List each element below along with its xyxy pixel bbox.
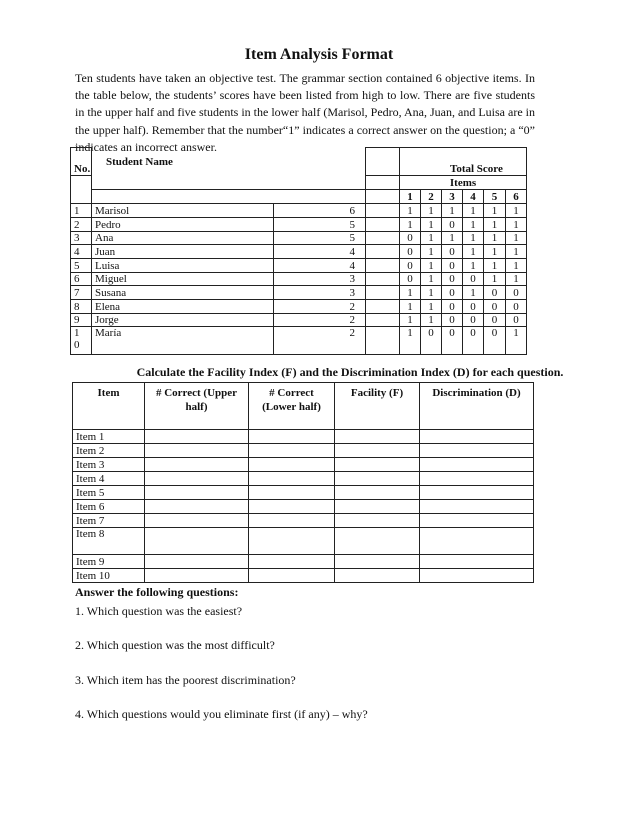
answer-cell[interactable]: [145, 569, 249, 583]
table-row: [71, 327, 527, 355]
item-score: 0: [442, 286, 463, 300]
table-row: [73, 458, 534, 472]
item-score: 0: [442, 300, 463, 314]
item-score: 1: [421, 273, 442, 286]
header-no: No.: [71, 148, 92, 176]
item-score: 1: [421, 286, 442, 300]
answer-cell[interactable]: [249, 569, 335, 583]
answer-cell[interactable]: [145, 472, 249, 486]
item-score: 0: [400, 245, 421, 259]
answer-cell[interactable]: [249, 444, 335, 458]
table-row: [71, 204, 527, 218]
answer-cell[interactable]: [145, 500, 249, 514]
answer-cell[interactable]: [145, 514, 249, 528]
header-item-number: 6: [506, 190, 527, 204]
item-score: 1: [400, 314, 421, 327]
table-row: [71, 286, 527, 300]
facility-header-cell: Item: [73, 383, 145, 430]
question-1: 1. Which question was the easiest?: [75, 604, 243, 618]
table-row: [73, 486, 534, 500]
answer-cell[interactable]: [249, 486, 335, 500]
item-score: 1: [506, 245, 527, 259]
intro-paragraph: Ten students have taken an objective test. The grammar section contained 6 objective items. In the table below, the students’ scores have been listed from high to low. There are five students in the upper half and five students in the lower half (Marisol, Pedro, Ana, Juan, and Luisa are in the upper half). Remember that the number“1” indicates a correct answer on the question; a “0” indicates an incorrect answer.: [75, 71, 535, 154]
blank-cell: [366, 204, 400, 218]
student-name: Elena: [92, 300, 274, 314]
blank-cell: [92, 176, 366, 190]
answer-cell[interactable]: [249, 500, 335, 514]
item-score: 1: [421, 259, 442, 273]
item-score: 1: [421, 245, 442, 259]
answer-cell[interactable]: [420, 569, 534, 583]
header-item-number: 2: [421, 190, 442, 204]
item-score: 0: [463, 327, 484, 355]
table-row: [73, 528, 534, 555]
item-score: 1: [421, 300, 442, 314]
answer-cell[interactable]: [420, 486, 534, 500]
question-2: 2. Which question was the most difficult?: [75, 638, 275, 652]
answer-cell[interactable]: [145, 486, 249, 500]
blank-cell: [366, 286, 400, 300]
blank-cell: [366, 327, 400, 355]
item-label: Item 6: [73, 500, 145, 514]
answer-cell[interactable]: [335, 486, 420, 500]
answer-cell[interactable]: [420, 514, 534, 528]
student-name: María: [92, 327, 274, 355]
table-row: [73, 500, 534, 514]
question-4: 4. Which questions would you eliminate first (if any) – why?: [75, 707, 368, 721]
item-score: 1: [463, 286, 484, 300]
item-score: 1: [421, 218, 442, 232]
calc-instruction: Calculate the Facility Index (F) and the Discrimination Index (D) for each question.: [136, 365, 564, 379]
row-number: 3: [71, 232, 92, 245]
answer-cell[interactable]: [335, 528, 420, 555]
item-score: 1: [400, 300, 421, 314]
item-score: 1: [463, 232, 484, 245]
blank-cell: [366, 314, 400, 327]
item-score: 0: [442, 218, 463, 232]
table-row: [71, 300, 527, 314]
facility-header-cell: Discrimination (D): [420, 383, 534, 430]
item-score: 1: [506, 327, 527, 355]
answer-cell[interactable]: [335, 500, 420, 514]
table-row: [73, 514, 534, 528]
answer-cell[interactable]: [420, 430, 534, 444]
table-row: [73, 472, 534, 486]
answer-cell[interactable]: [335, 472, 420, 486]
item-score: 1: [442, 204, 463, 218]
item-score: 1: [484, 218, 506, 232]
student-name: Miguel: [92, 273, 274, 286]
header-item-number: 1: [400, 190, 421, 204]
row-number: 4: [71, 245, 92, 259]
answer-section-title: Answer the following questions:: [75, 585, 239, 599]
row-number: 9: [71, 314, 92, 327]
blank-cell: [366, 190, 400, 204]
student-name: Marisol: [92, 204, 274, 218]
facility-header-cell: # Correct (Upper half): [145, 383, 249, 430]
blank-cell: [366, 300, 400, 314]
header-spacer: [366, 148, 400, 176]
item-label: Item 9: [73, 555, 145, 569]
row-number: 6: [71, 273, 92, 286]
student-name: Jorge: [92, 314, 274, 327]
item-score: 1: [506, 259, 527, 273]
student-name: Juan: [92, 245, 274, 259]
answer-cell[interactable]: [249, 472, 335, 486]
student-name: Pedro: [92, 218, 274, 232]
answer-cell[interactable]: [335, 514, 420, 528]
row-number: 7: [71, 286, 92, 300]
item-score: 0: [463, 300, 484, 314]
blank-cell: [366, 273, 400, 286]
answer-cell[interactable]: [335, 569, 420, 583]
item-score: 0: [506, 314, 527, 327]
item-score: 1: [400, 327, 421, 355]
item-label: Item 2: [73, 444, 145, 458]
item-label: Item 10: [73, 569, 145, 583]
table-row: [71, 232, 527, 245]
answer-cell[interactable]: [420, 528, 534, 555]
item-score: 0: [400, 232, 421, 245]
item-score: 0: [442, 273, 463, 286]
answer-cell[interactable]: [145, 458, 249, 472]
answer-cell[interactable]: [420, 458, 534, 472]
facility-discrimination-table: [72, 382, 534, 583]
answer-cell[interactable]: [335, 458, 420, 472]
scores-header-row: [71, 148, 527, 176]
student-name: Luisa: [92, 259, 274, 273]
item-score: 1: [506, 218, 527, 232]
answer-cell[interactable]: [420, 500, 534, 514]
item-score: 0: [484, 327, 506, 355]
row-number: 5: [71, 259, 92, 273]
blank-cell: [92, 190, 366, 204]
student-name: Susana: [92, 286, 274, 300]
item-score: 0: [506, 286, 527, 300]
facility-header-row: [73, 383, 534, 430]
item-score: 0: [463, 273, 484, 286]
item-score: 0: [484, 314, 506, 327]
item-score: 0: [442, 259, 463, 273]
item-score: 1: [421, 314, 442, 327]
item-label: Item 3: [73, 458, 145, 472]
header-items: Items: [400, 176, 527, 190]
answer-cell[interactable]: [249, 458, 335, 472]
item-score: 1: [484, 245, 506, 259]
header-student-name: Student Name: [92, 148, 366, 176]
table-row: [73, 444, 534, 458]
total-score: 2: [274, 300, 366, 314]
total-score: 2: [274, 314, 366, 327]
total-score: 5: [274, 218, 366, 232]
item-score: 1: [463, 218, 484, 232]
item-score: 1: [463, 245, 484, 259]
blank-cell: [71, 176, 92, 190]
item-label: Item 4: [73, 472, 145, 486]
item-label: Item 7: [73, 514, 145, 528]
item-score: 0: [400, 273, 421, 286]
answer-cell[interactable]: [420, 555, 534, 569]
answer-cell[interactable]: [249, 430, 335, 444]
row-number: 8: [71, 300, 92, 314]
answer-cell[interactable]: [249, 514, 335, 528]
item-score: 1: [484, 273, 506, 286]
student-name: Ana: [92, 232, 274, 245]
facility-table-body: [73, 383, 534, 583]
item-score: 0: [421, 327, 442, 355]
item-score: 1: [421, 204, 442, 218]
table-row: [73, 430, 534, 444]
item-score: 1: [463, 259, 484, 273]
total-score: 3: [274, 286, 366, 300]
item-score: 1: [442, 232, 463, 245]
item-score: 1: [400, 204, 421, 218]
table-row: [71, 218, 527, 232]
row-number: 2: [71, 218, 92, 232]
table-row: [71, 259, 527, 273]
blank-cell: [71, 190, 92, 204]
scores-item-numbers-row: [71, 190, 527, 204]
item-label: Item 8: [73, 528, 145, 555]
item-score: 1: [484, 232, 506, 245]
header-item-number: 4: [463, 190, 484, 204]
row-number: 1 0: [71, 327, 92, 355]
item-score: 0: [484, 300, 506, 314]
answer-cell[interactable]: [335, 430, 420, 444]
blank-cell: [366, 176, 400, 190]
item-label: Item 5: [73, 486, 145, 500]
total-score: 2: [274, 327, 366, 355]
table-row: [71, 273, 527, 286]
item-score: 1: [506, 204, 527, 218]
table-row: [71, 245, 527, 259]
answer-cell[interactable]: [335, 555, 420, 569]
item-score: 0: [442, 314, 463, 327]
blank-cell: [366, 218, 400, 232]
item-label: Item 1: [73, 430, 145, 444]
row-number: 1: [71, 204, 92, 218]
blank-cell: [366, 259, 400, 273]
scores-items-row: [71, 176, 527, 190]
item-score: 1: [400, 286, 421, 300]
scores-table-body: [71, 148, 527, 355]
total-score: 4: [274, 245, 366, 259]
answer-cell[interactable]: [249, 528, 335, 555]
total-score: 6: [274, 204, 366, 218]
item-score: 0: [442, 327, 463, 355]
total-score: 5: [274, 232, 366, 245]
item-score: 0: [442, 245, 463, 259]
answer-cell[interactable]: [145, 555, 249, 569]
blank-cell: [366, 232, 400, 245]
item-score: 0: [506, 300, 527, 314]
item-score: 1: [506, 232, 527, 245]
answer-cell[interactable]: [420, 472, 534, 486]
item-score: 0: [463, 314, 484, 327]
table-row: [73, 555, 534, 569]
item-score: 1: [484, 259, 506, 273]
page-title: Item Analysis Format: [244, 46, 394, 63]
answer-cell[interactable]: [145, 528, 249, 555]
facility-header-cell: # Correct (Lower half): [249, 383, 335, 430]
blank-cell: [366, 245, 400, 259]
header-item-number: 3: [442, 190, 463, 204]
answer-cell[interactable]: [249, 555, 335, 569]
item-score: 1: [506, 273, 527, 286]
answer-cell[interactable]: [145, 444, 249, 458]
item-score: 0: [400, 259, 421, 273]
item-score: 1: [484, 204, 506, 218]
table-row: [71, 314, 527, 327]
header-item-number: 5: [484, 190, 506, 204]
answer-cell[interactable]: [420, 444, 534, 458]
item-score: 1: [463, 204, 484, 218]
question-3: 3. Which item has the poorest discrimination?: [75, 673, 296, 687]
answer-cell[interactable]: [145, 430, 249, 444]
item-score: 1: [421, 232, 442, 245]
student-scores-table: [70, 147, 527, 355]
item-score: 1: [400, 218, 421, 232]
total-score: 3: [274, 273, 366, 286]
total-score: 4: [274, 259, 366, 273]
header-total-score: Total Score: [400, 148, 527, 176]
table-row: [73, 569, 534, 583]
facility-header-cell: Facility (F): [335, 383, 420, 430]
item-score: 0: [484, 286, 506, 300]
answer-cell[interactable]: [335, 444, 420, 458]
